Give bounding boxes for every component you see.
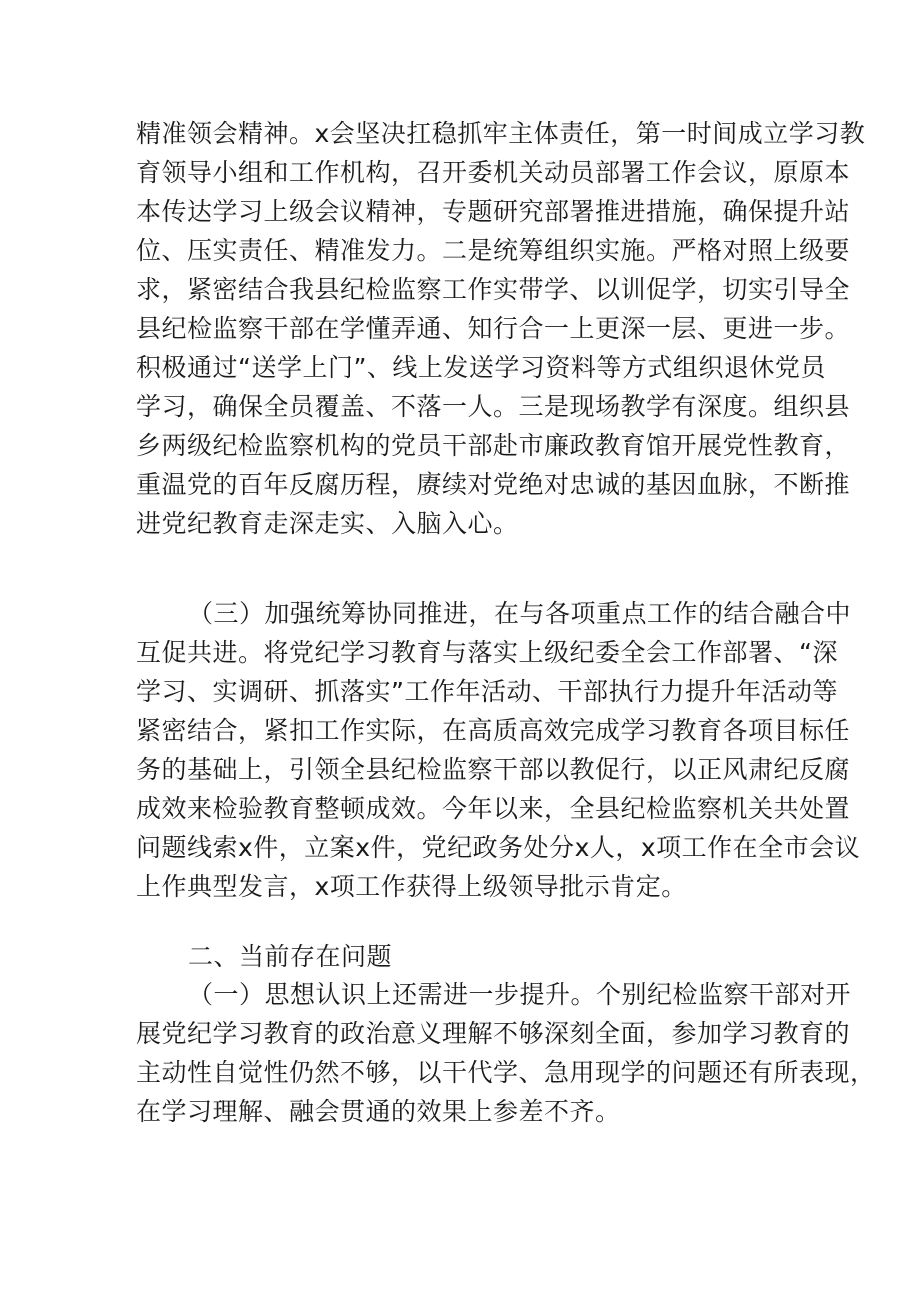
section-heading bbox=[136, 937, 786, 976]
text-line: 学习，确保全员覆盖、不落一人。三是现场教学有深度。组织县 bbox=[136, 392, 851, 421]
text-line: 本传达学习上级会议精神，专题研究部署推进措施，确保提升站 bbox=[136, 197, 851, 226]
text-line: 成效来检验教育整顿成效。今年以来，全县纪检监察机关共处置 bbox=[136, 794, 851, 823]
paragraph-2 bbox=[136, 594, 861, 906]
text-line: 积极通过“送学上门”、线上发送学习资料等方式组织退休党员 bbox=[136, 353, 826, 382]
text-line: 问题线索x件，立案x件，党纪政务处分x人，x项工作在全市会议 bbox=[136, 833, 861, 862]
text-line: （三）加强统筹协同推进，在与各项重点工作的结合融合中 bbox=[188, 599, 852, 628]
text-line: 主动性自觉性仍然不够，以干代学、急用现学的问题还有所表现， bbox=[136, 1058, 876, 1087]
paragraph-3 bbox=[136, 975, 876, 1131]
text-line: 在学习理解、融会贯通的效果上参差不齐。 bbox=[136, 1097, 621, 1126]
section-heading-text: 二、当前存在问题 bbox=[188, 942, 393, 971]
text-line: 精准领会精神。x会坚决扛稳抓牢主体责任，第一时间成立学习教 bbox=[136, 119, 866, 148]
text-line: 互促共进。将党纪学习教育与落实上级纪委全会工作部署、“深 bbox=[136, 638, 838, 667]
text-line: 育领导小组和工作机构，召开委机关动员部署工作会议，原原本 bbox=[136, 158, 851, 187]
text-line: 乡两级纪检监察机构的党员干部赴市廉政教育馆开展党性教育， bbox=[136, 431, 851, 460]
text-line: 县纪检监察干部在学懂弄通、知行合一上更深一层、更进一步。 bbox=[136, 314, 851, 343]
paragraph-1 bbox=[136, 114, 866, 543]
text-line: 位、压实责任、精准发力。二是统筹组织实施。严格对照上级要 bbox=[136, 236, 851, 265]
text-line: 重温党的百年反腐历程，赓续对党绝对忠诚的基因血脉，不断推 bbox=[136, 470, 851, 499]
text-line: 求，紧密结合我县纪检监察工作实带学、以训促学，切实引导全 bbox=[136, 275, 851, 304]
text-line: 进党纪教育走深走实、入脑入心。 bbox=[136, 509, 519, 538]
text-line: 紧密结合，紧扣工作实际，在高质高效完成学习教育各项目标任 bbox=[136, 716, 851, 745]
text-line: 展党纪学习教育的政治意义理解不够深刻全面，参加学习教育的 bbox=[136, 1019, 851, 1048]
text-line: 上作典型发言，x项工作获得上级领导批示肯定。 bbox=[136, 872, 687, 901]
text-line: （一）思想认识上还需进一步提升。个别纪检监察干部对开 bbox=[188, 980, 852, 1009]
text-line: 学习、实调研、抓落实”工作年活动、干部执行力提升年活动等 bbox=[136, 677, 838, 706]
text-line: 务的基础上，引领全县纪检监察干部以教促行，以正风肃纪反腐 bbox=[136, 755, 851, 784]
